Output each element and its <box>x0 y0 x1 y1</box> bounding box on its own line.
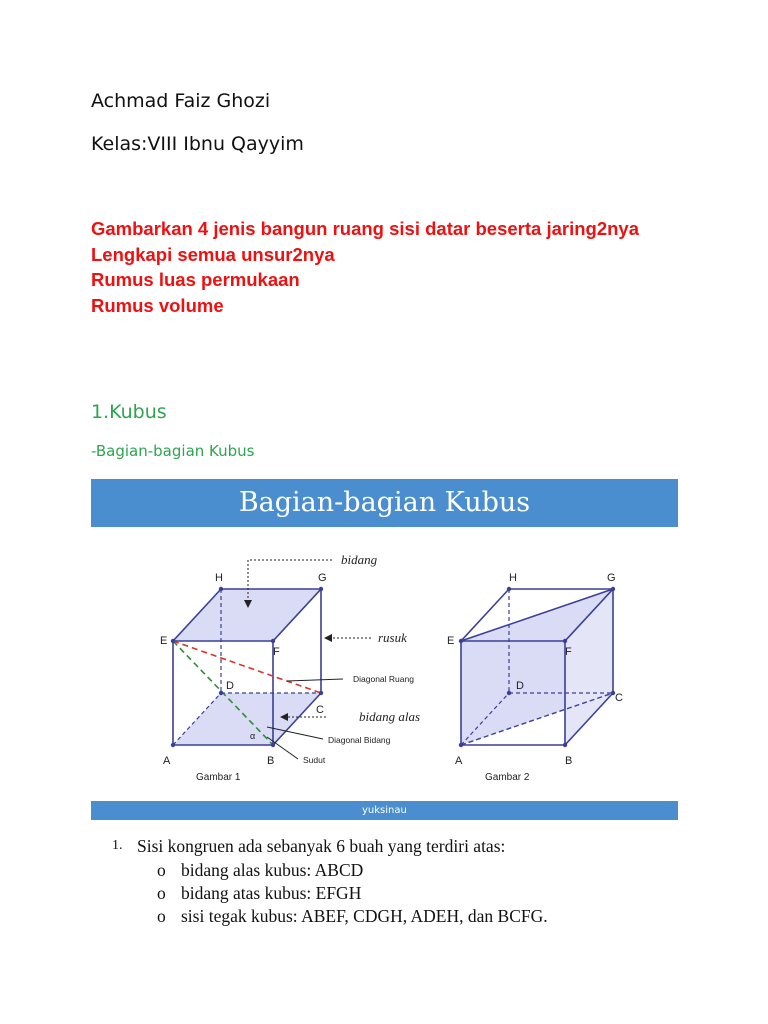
vertex-label: C <box>615 692 623 704</box>
sub-list-item <box>112 860 732 883</box>
cube-figure-2 <box>447 572 623 783</box>
sub-list-item <box>112 883 732 906</box>
list-item-text: Sisi kongruen ada sebanyak 6 buah yang terdiri atas: <box>137 836 506 856</box>
vertex-label: B <box>267 755 275 767</box>
alpha-label: α <box>250 731 256 741</box>
task-item-1: Gambarkan 4 jenis bangun ruang sisi datar beserta jaring2nya <box>91 218 639 239</box>
vertex-label: G <box>607 572 616 584</box>
sub-list-item <box>112 906 732 929</box>
space-diagonal-line <box>173 641 321 693</box>
figure-footer <box>91 801 678 820</box>
vertex-label: E <box>160 635 168 647</box>
task-item-2: Lengkapi semua unsur2nya <box>91 243 335 265</box>
annotation-bidang: bidang <box>341 552 378 567</box>
vertex-label: H <box>215 572 223 584</box>
task-item-3: Rumus luas permukaan <box>91 269 300 290</box>
properties-list <box>112 836 732 929</box>
task-item-4: Rumus volume <box>91 294 224 316</box>
credit-label: yuksinau <box>362 805 407 816</box>
figure-title: Bagian-bagian Kubus <box>238 487 531 518</box>
section-title: 1.Kubus <box>91 401 167 423</box>
bullet-glyph: o <box>157 883 166 903</box>
vertex-label: H <box>509 572 517 584</box>
sub-list-text: sisi tegak kubus: ABEF, CDGH, ADEH, dan BCFG. <box>181 906 548 926</box>
author-name: Achmad Faiz Ghozi <box>91 90 271 112</box>
vertex-label: D <box>516 680 524 692</box>
sub-list-text: bidang atas kubus: EFGH <box>181 883 362 903</box>
vertex-label: F <box>565 646 572 658</box>
figure-caption-2: Gambar 2 <box>485 772 530 783</box>
vertex-label: G <box>318 572 327 584</box>
vertex-label: B <box>565 755 573 767</box>
bullet-glyph: o <box>157 860 166 880</box>
vertex-label: D <box>226 680 234 692</box>
cube-parts-figure <box>91 479 678 820</box>
vertex-label: F <box>273 646 280 658</box>
section-subtitle: -Bagian-bagian Kubus <box>91 442 255 460</box>
annotation-bidang-alas: bidang alas <box>359 709 421 724</box>
vertex-label: A <box>455 755 463 767</box>
bullet-glyph: o <box>157 906 166 926</box>
annotation-diagonal-bidang: Diagonal Bidang <box>328 735 391 745</box>
cube-diagrams <box>91 527 678 801</box>
task-instructions <box>91 216 651 318</box>
figure-caption-1: Gambar 1 <box>196 772 241 783</box>
annotation-sudut: Sudut <box>303 755 326 765</box>
annotation-rusuk: rusuk <box>378 630 407 645</box>
base-face-abcd <box>173 693 321 745</box>
top-face-efgh <box>173 589 321 641</box>
annotation-diagonal-ruang: Diagonal Ruang <box>353 674 414 684</box>
vertex-label: A <box>163 755 171 767</box>
figure-banner <box>91 479 678 527</box>
class-label: Kelas:VIII Ibnu Qayyim <box>91 133 304 155</box>
cube-figure-1 <box>160 552 420 783</box>
vertex-label: E <box>447 635 455 647</box>
vertex-label: C <box>316 704 324 716</box>
list-number: 1. <box>112 838 123 853</box>
list-item <box>112 836 732 860</box>
sub-list-text: bidang alas kubus: ABCD <box>181 860 364 880</box>
